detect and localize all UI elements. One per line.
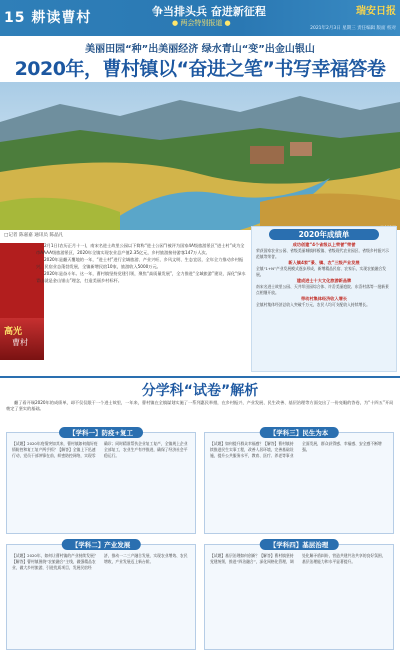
highlight-text: 南宋名进士故里公园、天井垟田园综合体、许岙美丽庭院、东岙村落等一批新景点相继开放。 <box>256 284 389 295</box>
subject-title: 【学科一】防疫+复工 <box>59 427 143 438</box>
story-paragraph: 2020年是奋斗年。这一年，曹村镇坚持党建引领，聚焦“高质量发展”，全力推进“全域旅游”建设，深化“绿水青山就是金山银山”理念，打造美丽乡村标杆。 <box>36 271 246 283</box>
subject-title: 【学科二】产业发展 <box>62 539 141 550</box>
header-slogan: 争当排头兵 奋进新征程 <box>152 5 266 18</box>
subject-box-1 <box>6 429 196 534</box>
subject-title: 【学科四】基层治理 <box>260 539 339 550</box>
highlights-panel <box>251 226 397 372</box>
highlights-title: 2020年成绩单 <box>269 229 379 240</box>
highlight-head: 带动村集体经济收入增长 <box>300 296 348 301</box>
highlight-text: 全镇“1+N”产业发展模式逐步形成，新增精品民宿、农家乐，实现农旅融合发展。 <box>256 266 387 277</box>
subject-text: 【试题】2020年，如何让曹村镇的产业持续发展？【解答】曹村镇围绕“农旅融合”主线，做强精品农业，做大乡村旅游，引进优质项目，发展民宿经济，推动一二三产融合发展，实现农业增效、农民增收，产业发展迈上新台阶。 <box>12 553 188 570</box>
subject-box-3 <box>204 429 394 534</box>
subject-text: 【试题】基层治理如何创新？【解答】曹村镇坚持党建统领，推进“四治融合”，深化网格化管理，调处化解矛盾纠纷，营造共建共治共享的良好氛围，基层治理能力和水平显著提升。 <box>210 553 386 564</box>
highlight-head: 成功创建“4个省级以上荣誉”荣誉 <box>292 242 356 247</box>
landscape-photo <box>0 82 400 230</box>
section-title: 15 耕读曹村 <box>4 10 92 26</box>
section-divider <box>0 376 400 378</box>
subject-box-2 <box>6 541 196 650</box>
highlight-head: 建成进士十大文化旅游新品牌 <box>296 278 352 283</box>
header-slogan-sub: ● 两会特别报道 ● <box>172 19 231 27</box>
dateline: 2021年2月3日 星期三 责任编辑 版面 校对 <box>310 26 396 31</box>
highlight-head: 新入镇4家“景、镇、农”三级产业发展 <box>288 260 360 265</box>
subject-title: 【学科三】民生为本 <box>260 427 339 438</box>
header-band <box>0 0 400 36</box>
highlight-text: 全镇村集体经济总收入突破千万元，农民人均可支配收入持续增长。 <box>256 302 370 307</box>
analysis-intro: 翻了看开瑞2020年的成绩单，却不仅仅限于一个进士故里，一年来，曹村镇在全镇谋划实施了一系列惠民举措，在乡村振兴、产业发展、民生改善、基层治理等方面交出了一份亮眼的答卷，为“十四五”开局奠定了坚实的基础。 <box>6 400 394 411</box>
story-paragraph: 2020年是翻天覆地的一年，“进士村”进行全域旅游、产业兴旺、乡风文明、生态宜居，全年全力推动乡村振兴，民宿业态蓬勃发展，全镇新增民宿10家，旅游收入5000万元。 <box>36 257 244 269</box>
subject-box-4 <box>204 541 394 650</box>
subject-text: 【试题】如何提升群众幸福感？【解答】曹村镇持续推进民生实事工程，改善人居环境，完善基础设施，提升公共服务水平，教育、医疗、养老等事业全面发展，群众获得感、幸福感、安全感不断增强。 <box>210 441 382 458</box>
story-headline: 2020年，曹村镇以“奋进之笔”书写幸福答卷 <box>14 58 386 80</box>
badge-sub: 曹村 <box>12 338 28 347</box>
analysis-title: 分学科“试卷”解析 <box>141 383 259 399</box>
story-paragraph: 2月1日(农历正月十一)，南宋名进士故里公园以下简称“进士公园”)被评为国家4A级旅游景区“进士村”成为全市AAAA级旅游景区，2020年全镇实现农业总产值2.35亿元，乡村旅游接待游客147万人次。 <box>36 243 245 255</box>
byline: □记者 陈嘉嘉 通讯员 陈晶凡 <box>4 233 64 238</box>
newspaper-logo: 瑞安日报 <box>356 6 396 17</box>
highlight-text: 荣获国家农业公园、省级美丽城镇样板镇、省级现代农业园区、省级乡村振兴示范镇等荣誉。 <box>256 248 389 259</box>
highlight-badge <box>0 318 44 360</box>
story-body <box>36 243 246 286</box>
badge-title: 高光 <box>4 327 23 337</box>
subject-text: 【试题】2020年疫情突如其来，曹村镇如何做好疫情防控和复工复产两手抓？【解答】全镇上下迅速行动，党员干部冲锋在前，织密防控网络，实现零确诊；同时精准帮扶企业复工复产，全镇规上企业全部复工，农业生产有序推进，确保了经济社会平稳运行。 <box>12 441 188 458</box>
story-subhead: 美丽田园“种”出美丽经济 绿水青山“变”出金山银山 <box>85 44 315 55</box>
